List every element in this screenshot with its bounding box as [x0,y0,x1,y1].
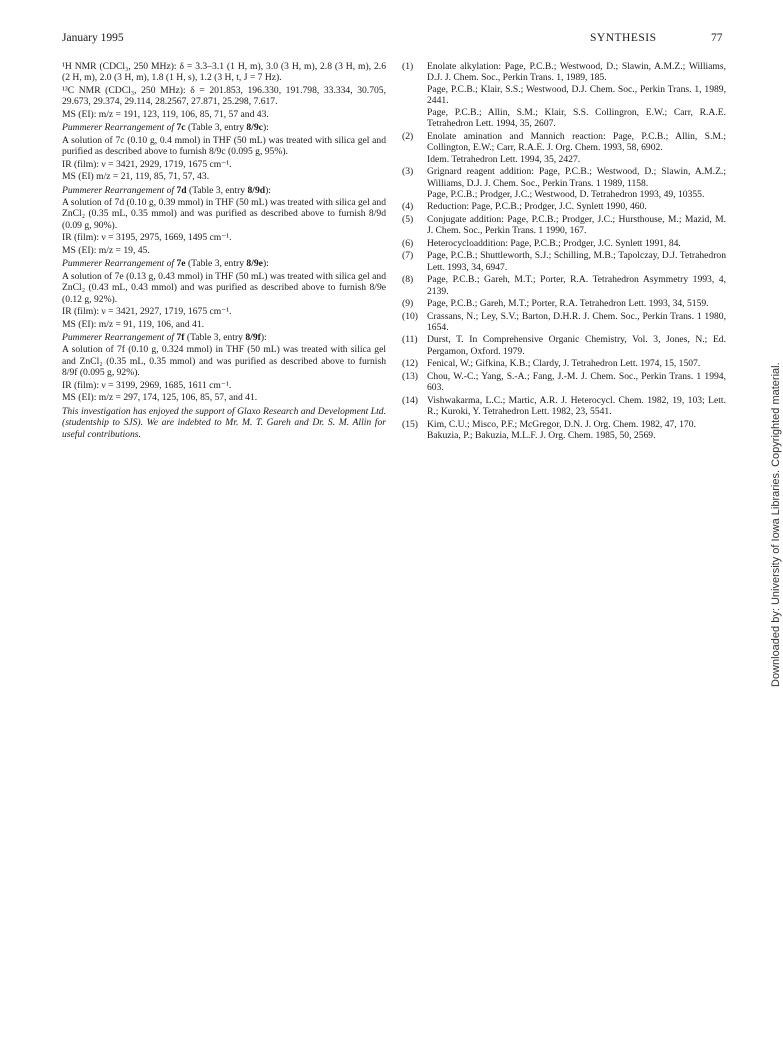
experimental-body: A solution of 7d (0.10 g, 0.39 mmol) in THF (50 mL) was treated with silica gel and ZnCl₂ (0.35 mL, 0.35 mmol) and was purified as described above to furnish 8/9d (0.09 g, 90%). [62,196,386,231]
reference-text: Vishwakarma, L.C.; Martic, A.R. J. Heterocycl. Chem. 1982, 19, 103; Lett. R.; Kuroki, Y. Tetrahedron Lett. 1982, 23, 5541. [427,394,726,418]
reference-text: Page, P.C.B.; Shuttleworth, S.J.; Schilling, M.B.; Tapolczay, D.J. Tetrahedron Lett. 1993, 34, 6947. [427,250,726,273]
ms-data: MS (EI) m/z = 21, 119, 85, 71, 57, 43. [62,171,210,183]
ms-data: MS (EI): m/z = 297, 174, 125, 106, 85, 57, and 41. [62,392,258,404]
reference-text: Durst, T. In Comprehensive Organic Chemistry, Vol. 3, Jones, N.; Ed. Pergamon, Oxford. 1979. [427,334,726,357]
ms-data: MS (EI): m/z = 191, 123, 119, 106, 85, 71, 57 and 43. [62,108,269,120]
reference-item [402,334,726,357]
reference-item [402,61,726,130]
reference-number: (11) [402,334,418,346]
experimental-body: A solution of 7e (0.13 g, 0.43 mmol) in THF (50 mL) was treated with silica gel and ZnCl₂ (0.43 mL, 0.43 mmol) and was purified as described above to furnish 8/9e (0.12 g, 92%). [62,270,386,305]
reference-item [402,395,726,418]
left-column [62,61,386,441]
reference-number: (10) [402,310,418,322]
reference-text: Page, P.C.B.; Gareh, M.T.; Porter, R.A. Tetrahedron Lett. 1993, 34, 5159. [427,298,709,310]
reference-item [402,131,726,165]
ir-data: IR (film): ν = 3421, 2927, 1719, 1675 cm⁻¹. [62,306,232,318]
ir-data: IR (film): ν = 3199, 2969, 1685, 1611 cm⁻¹. [62,379,232,391]
reference-number: (4) [402,201,414,213]
reference-text: Kim, C.U.; Misco, P.F.; McGregor, D.N. J. Org. Chem. 1982, 47, 170. [427,418,696,430]
page-number: 77 [711,32,723,44]
reference-number: (8) [402,274,414,286]
journal-title: SYNTHESIS [590,32,657,44]
reference-number: (9) [402,298,414,310]
reference-text: Page, P.C.B.; Allin, S.M.; Klair, S.S. Collingron, E.W.; Carr, R.A.E. Tetrahedron Lett. 1994, 35, 2607. [427,106,726,130]
reference-item [402,311,726,334]
experimental-heading: Pummerer Rearrangement of 7e (Table 3, entry 8/9e): [62,258,269,270]
reference-item [402,238,726,249]
reference-text: Page, P.C.B.; Gareh, M.T.; Porter, R.A. Tetrahedron Asymmetry 1993, 4, 2139. [427,274,726,297]
reference-number: (5) [402,213,414,225]
header-date: January 1995 [62,32,124,44]
reference-text: Bakuzia, P.; Bakuzia, M.L.F. J. Org. Chem. 1985, 50, 2569. [427,430,656,442]
reference-number: (6) [402,237,414,249]
experimental-body: A solution of 7c (0.10 g, 0.4 mmol) in THF (50 mL) was treated with silica gel and purified as described above to furnish 8/9c (0.095 g, 95%). [62,134,386,158]
cnmr-data: ¹³C NMR (CDCl₃, 250 MHz): δ = 201.853, 196.330, 191.798, 33.334, 30.705, 29.673, 29.374, 29.114, 28.2567, 27.871, 25.298, 7.617. [62,84,386,108]
reference-number: (1) [402,61,414,72]
reference-item [402,274,726,297]
reference-text: Enolate amination and Mannich reaction: Page, P.C.B.; Allin, S.M.; Collington, E.W.; Carr, R.A.E. J. Org. Chem. 1993, 58, 6902. [427,130,726,154]
reference-text: Reduction: Page, P.C.B.; Prodger, J.C. Synlett 1990, 460. [427,201,647,213]
reference-item [402,214,726,237]
reference-text: Crassans, N.; Ley, S.V.; Barton, D.H.R. J. Chem. Soc., Perkin Trans. 1 1980, 1654. [427,310,726,333]
reference-number: (15) [402,418,418,430]
ir-data: IR (film): ν = 3195, 2975, 1669, 1495 cm⁻¹. [62,232,232,244]
reference-item [402,358,726,369]
reference-text: Grignard reagent addition: Page, P.C.B.; Westwood, D.; Slawin, A.M.Z.; Williams, D.J. J. Chem. Soc., Perkin Trans. 1 1989, 1158. [427,166,726,189]
ms-data: MS (EI): m/z = 91, 119, 106, and 41. [62,318,205,330]
acknowledgement: This investigation has enjoyed the support of Glaxo Research and Development Ltd. (studentship to SJS). We are indebted to Mr. M. T. Gareh and Dr. S. M. Allin for useful contributions. [62,405,386,440]
reference-item [402,201,726,212]
reference-number: (14) [402,394,418,406]
reference-text: Conjugate addition: Page, P.C.B.; Prodger, J.C.; Hursthouse, M.; Mazid, M. J. Chem. Soc., Perkin Trans. 1 1990, 167. [427,213,726,237]
reference-text: Idem. Tetrahedron Lett. 1994, 35, 2427. [427,153,581,165]
hnmr-data: ¹H NMR (CDCl₃, 250 MHz): δ = 3.3–3.1 (1 H, m), 3.0 (3 H, m), 2.8 (3 H, m), 2.6 (2 H, m), 2.0 (3 H, m), 1.8 (1 H, s), 1.2 (3 H, t, J = 7 Hz). [62,61,386,84]
reference-number: (3) [402,166,414,178]
reference-text: Page, P.C.B.; Prodger, J.C.; Westwood, D. Tetrahedron 1993, 49, 10355. [427,188,705,200]
reference-number: (13) [402,370,418,382]
ms-data: MS (EI): m/z = 19, 45. [62,244,150,256]
reference-number: (2) [402,130,414,142]
reference-text: Page, P.C.B.; Klair, S.S.; Westwood, D.J. Chem. Soc., Perkin Trans. 1, 1989, 2441. [427,83,726,107]
reference-text: Heterocycloaddition: Page, P.C.B.; Prodger, J.C. Synlett 1991, 84. [427,237,681,249]
reference-item [402,166,726,200]
experimental-heading: Pummerer Rearrangement of 7f (Table 3, entry 8/9f): [62,331,267,343]
reference-item [402,371,726,394]
references-list [402,61,726,443]
experimental-heading: Pummerer Rearrangement of 7c (Table 3, entry 8/9c): [62,122,269,134]
reference-item [402,298,726,309]
reference-text: Fenical, W.; Gifkina, K.B.; Clardy, J. Tetrahedron Lett. 1974, 15, 1507. [427,358,701,370]
download-notice: Downloaded by: University of Iowa Libraries. Copyrighted material. [770,362,782,687]
experimental-heading: Pummerer Rearrangement of 7d (Table 3, entry 8/9d): [62,184,271,196]
reference-text: Chou, W.-C.; Yang, S.-A.; Fang, J.-M. J. Chem. Soc., Perkin Trans. 1 1994, 603. [427,370,726,394]
experimental-body: A solution of 7f (0.10 g, 0.324 mmol) in THF (50 mL) was treated with silica gel and ZnCl₂ (0.35 mL, 0.35 mmol) and was purified as described above to furnish 8/9f (0.095 g, 92%). [62,344,386,379]
reference-number: (12) [402,358,418,370]
ir-data: IR (film): ν = 3421, 2929, 1719, 1675 cm⁻¹. [62,158,232,170]
reference-number: (7) [402,250,414,262]
reference-text: Enolate alkylation: Page, P.C.B.; Westwood, D.; Slawin, A.M.Z.; Williams, D.J. J. Chem. Soc., Perkin Trans. 1, 1989, 185. [427,61,726,84]
reference-item [402,419,726,442]
reference-item [402,250,726,273]
